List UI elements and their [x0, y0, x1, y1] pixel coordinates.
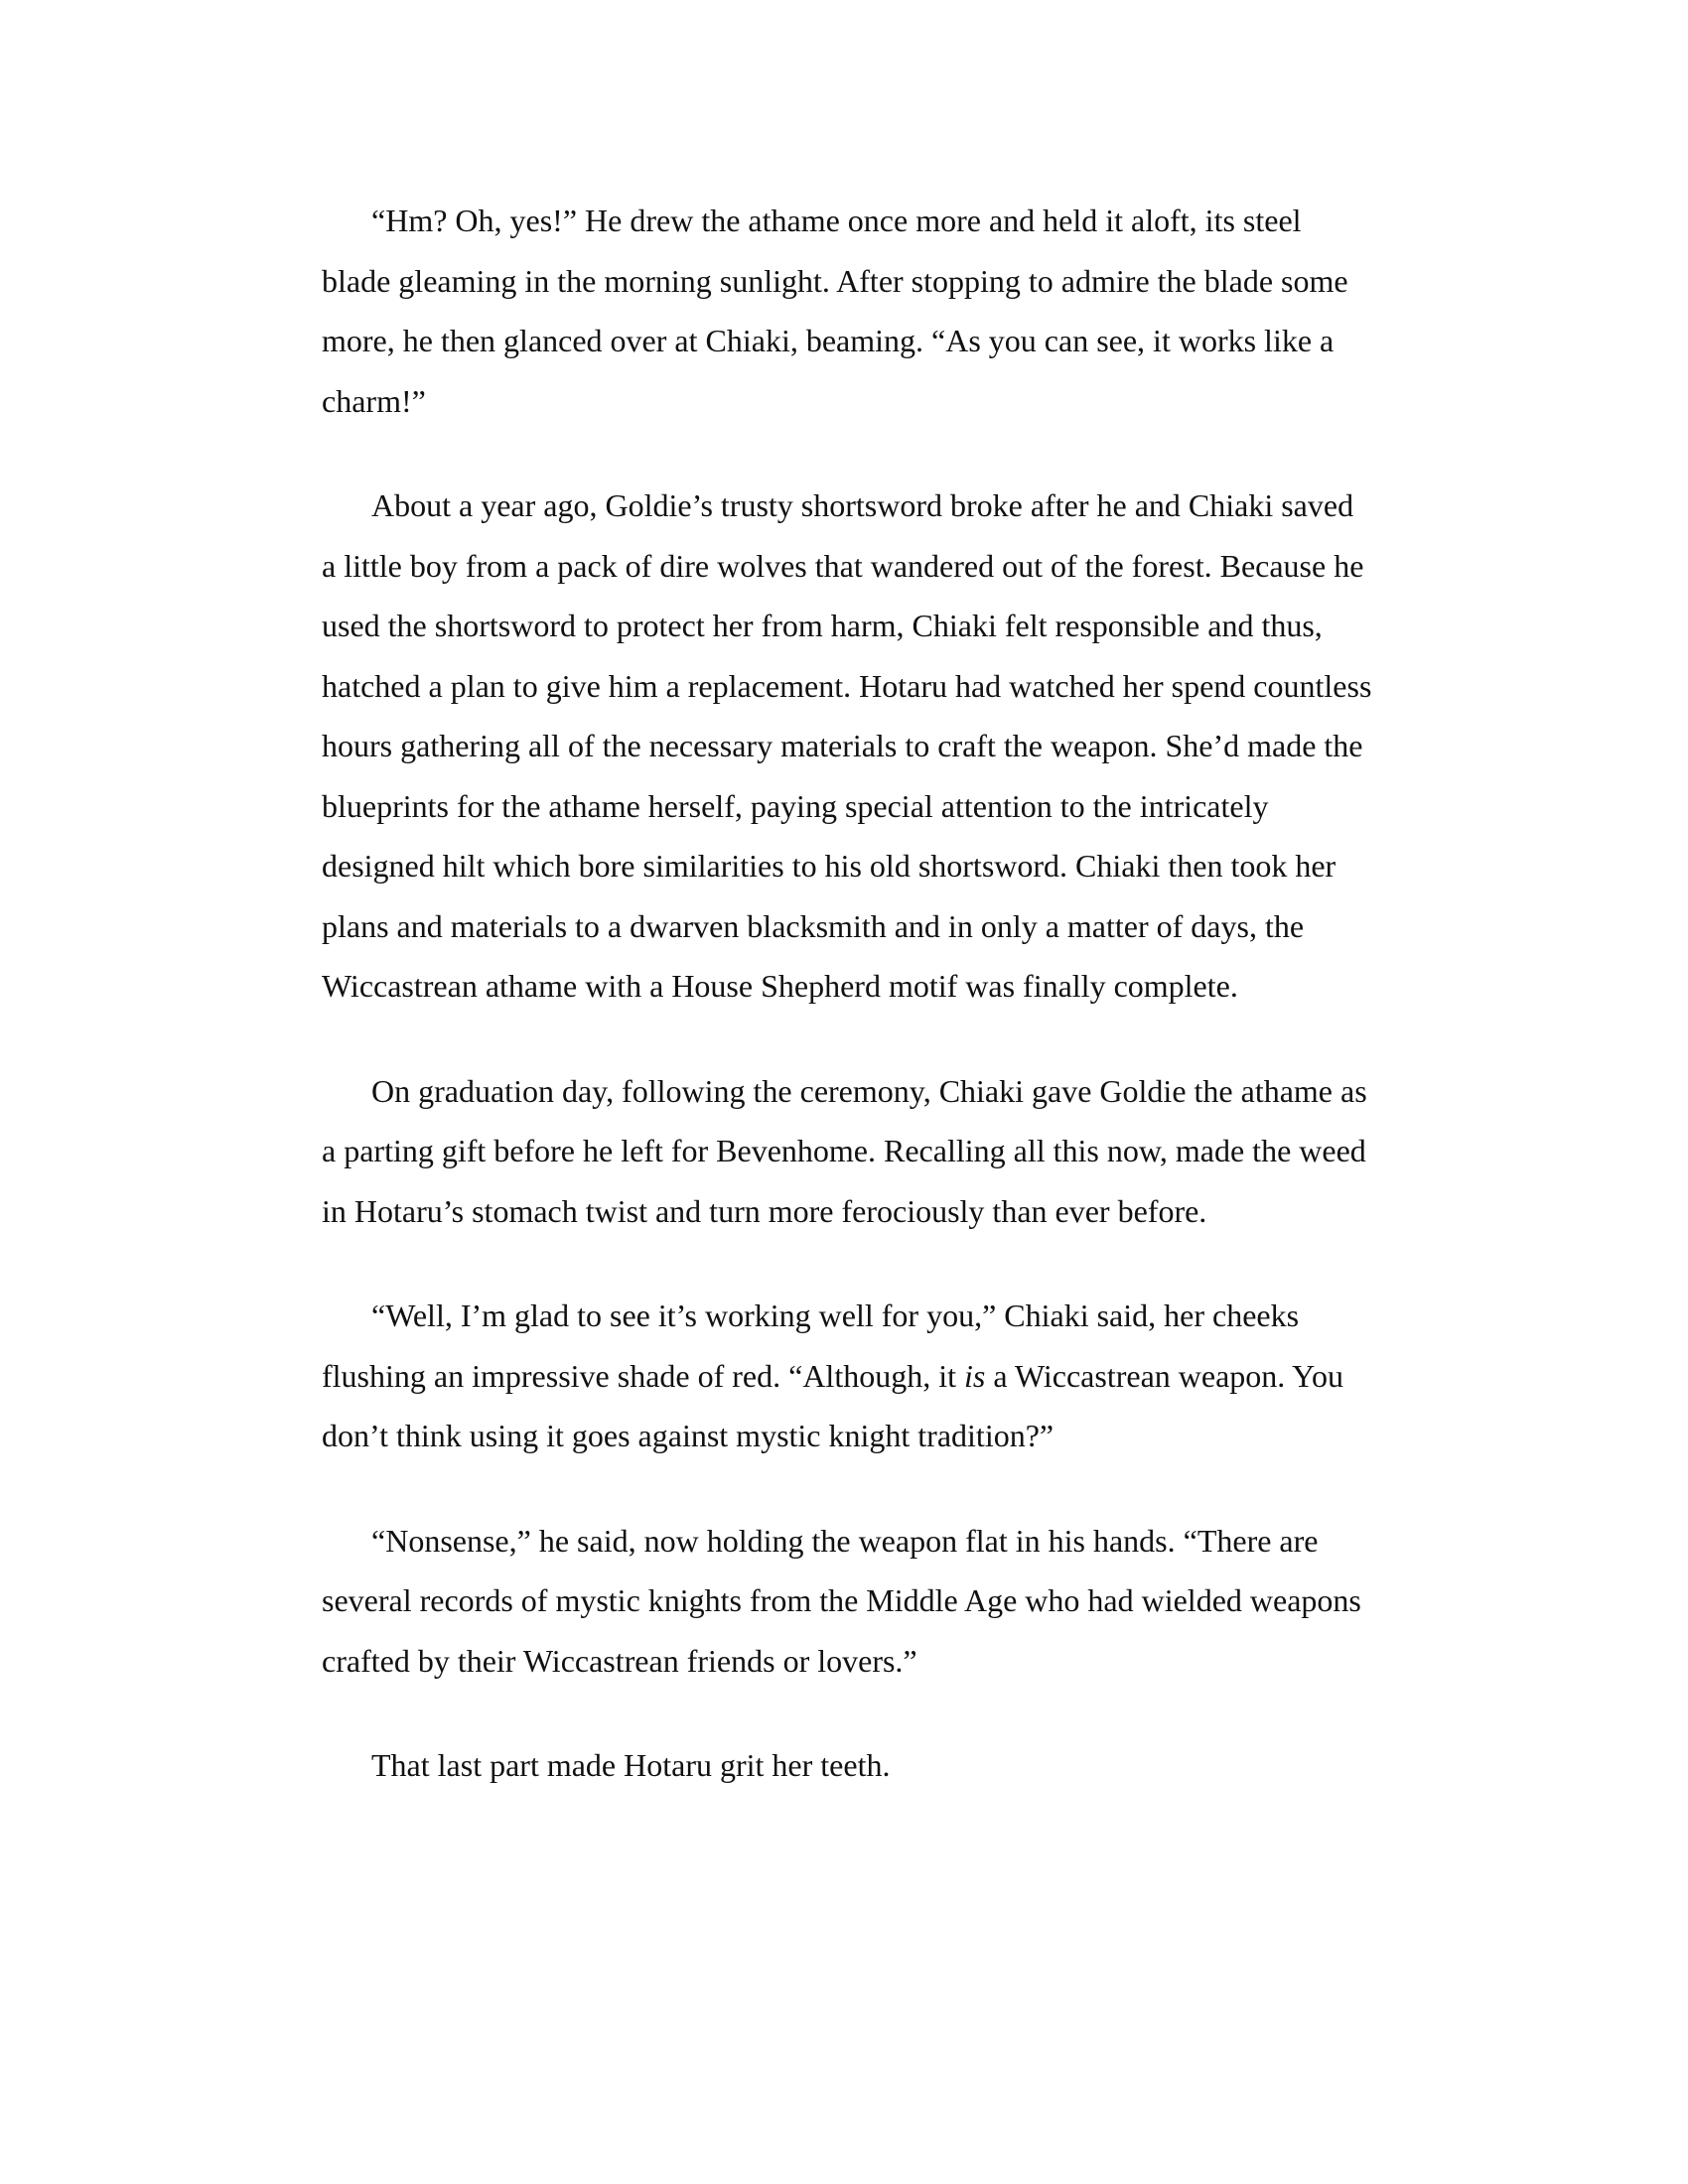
paragraph-3: On graduation day, following the ceremony, Chiaki gave Goldie the athame as a parting gift before he left for Bevenhome. Recalling all this now, made the weed in Hotaru’s stomach twist and turn more ferociously than ever before. — [322, 1072, 1367, 1229]
paragraph-4-after: a Wiccastrean weapon. You don’t think using it goes against mystic knight tradition?” — [322, 1357, 1344, 1453]
paragraph-4-emphasis: is — [963, 1357, 986, 1394]
paragraph-5: “Nonsense,” he said, now holding the weapon flat in his hands. “There are several records of mystic knights from the Middle Age who had wielded weapons crafted by their Wiccastrean friends or lovers.” — [322, 1522, 1361, 1679]
paragraph-4-before: “Well, I’m glad to see it’s working well for you,” Chiaki said, her cheeks flushing an impressive shade of red. “Although, it — [322, 1297, 1300, 1394]
paragraph-1: “Hm? Oh, yes!” He drew the athame once more and held it aloft, its steel blade gleaming in the morning sunlight. After stopping to admire the blade some more, he then glanced over at Chiaki, beaming. “As you can see, it works like a charm!” — [322, 203, 1348, 419]
paragraph-6: That last part made Hotaru grit her teeth. — [371, 1747, 891, 1783]
body-text — [322, 191, 1374, 1796]
paragraph-4 — [322, 1286, 1374, 1466]
paragraph-2: About a year ago, Goldie’s trusty shortsword broke after he and Chiaki saved a little boy from a pack of dire wolves that wandered out of the forest. Because he used the shortsword to protect her from harm, Chiaki felt responsible and thus, hatched a plan to give him a replacement. Hotaru had watched her spend countless hours gathering all of the necessary materials to craft the weapon. She’d made the blueprints for the athame herself, paying special attention to the intricately designed hilt which bore similarities to his old shortsword. Chiaki then took her plans and materials to a dwarven blacksmith and in only a matter of days, the Wiccastrean athame with a House Shepherd motif was finally complete. — [322, 487, 1372, 1004]
